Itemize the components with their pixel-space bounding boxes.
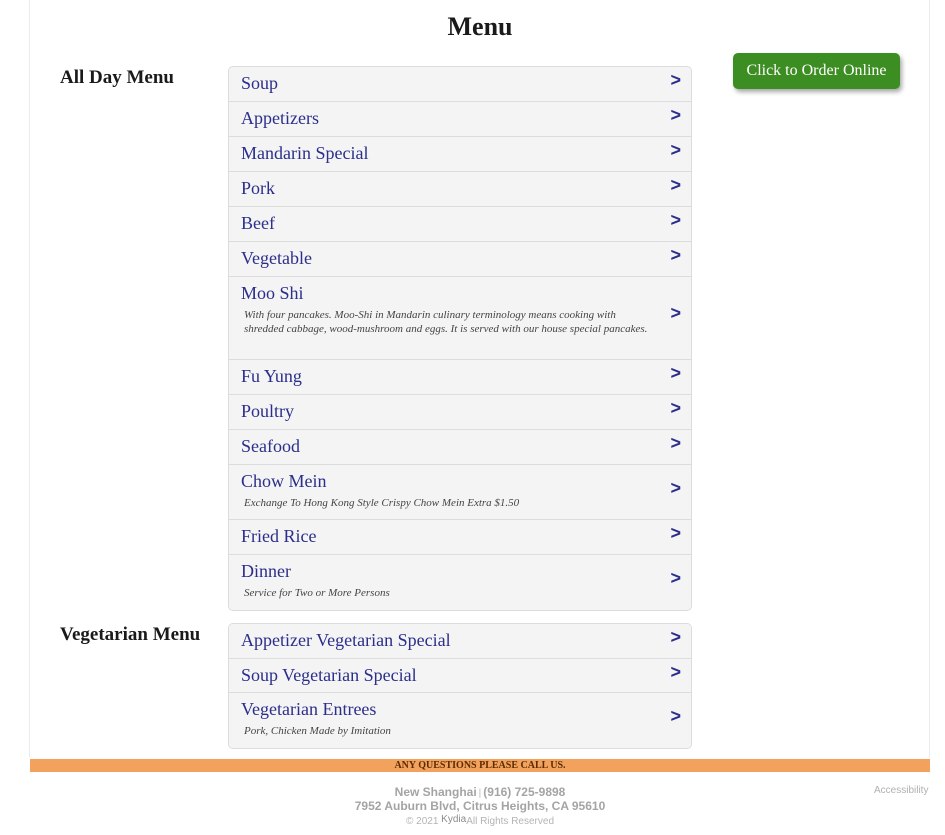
- footer-copyright: [0, 816, 945, 827]
- menu-panel-all-day: [228, 66, 692, 611]
- item-name: Poultry: [241, 401, 295, 421]
- item-name: Fried Rice: [241, 526, 317, 546]
- menu-item-poultry[interactable]: [229, 395, 691, 430]
- menu-item-pork[interactable]: [229, 172, 691, 207]
- menu-item-seafood[interactable]: [229, 430, 691, 465]
- menu-item-appetizers[interactable]: [229, 102, 691, 137]
- menu-item-fu-yung[interactable]: [229, 360, 691, 395]
- item-name: Fu Yung: [241, 366, 302, 386]
- rights-text: All Rights Reserved: [466, 816, 554, 827]
- chevron-right-icon: >: [670, 662, 681, 682]
- menu-item-dinner[interactable]: [229, 555, 691, 610]
- item-name: Dinner: [241, 561, 291, 581]
- menu-item-vegetable[interactable]: [229, 242, 691, 277]
- chevron-right-icon: >: [670, 70, 681, 90]
- item-name: Vegetable: [241, 248, 312, 268]
- copyright-year: © 2021: [405, 816, 439, 827]
- chevron-right-icon: >: [670, 210, 681, 230]
- menu-item-chow-mein[interactable]: [229, 465, 691, 520]
- order-online-button[interactable]: Click to Order Online: [733, 53, 900, 89]
- item-name: Beef: [241, 213, 275, 233]
- phone-link[interactable]: (916) 725-9898: [483, 785, 566, 799]
- chevron-right-icon: >: [670, 105, 681, 125]
- item-name: Chow Mein: [241, 471, 327, 491]
- item-name: Appetizers: [241, 108, 319, 128]
- item-description: With four pancakes. Moo-Shi in Mandarin culinary terminology means cooking with shredded cabbage, wood-mushroom and eggs. It is served with our house special pancakes.: [244, 309, 648, 335]
- footer-call-banner: ANY QUESTIONS PLEASE CALL US.: [30, 759, 930, 772]
- section-title-all-day: All Day Menu: [60, 67, 174, 88]
- item-description: Pork, Chicken Made by Imitation: [244, 725, 391, 737]
- menu-panel-vegetarian: [228, 623, 692, 749]
- item-name: Moo Shi: [241, 283, 304, 303]
- menu-item-moo-shi[interactable]: [229, 277, 691, 360]
- menu-item-mandarin-special[interactable]: [229, 137, 691, 172]
- chevron-right-icon: >: [670, 433, 681, 453]
- chevron-right-icon: >: [670, 478, 681, 498]
- chevron-right-icon: >: [670, 140, 681, 160]
- accessibility-link[interactable]: Accessibility: [874, 785, 929, 796]
- item-name: Soup: [241, 73, 279, 93]
- footer-address: 7952 Auburn Blvd, Citrus Heights, CA 95610: [354, 799, 606, 813]
- menu-item-fried-rice[interactable]: [229, 520, 691, 555]
- chevron-right-icon: >: [670, 627, 681, 647]
- item-description: Exchange To Hong Kong Style Crispy Chow Mein Extra $1.50: [244, 497, 520, 509]
- item-name: Vegetarian Entrees: [241, 699, 377, 719]
- chevron-right-icon: >: [670, 303, 681, 323]
- item-name: Seafood: [241, 436, 300, 456]
- chevron-right-icon: >: [670, 245, 681, 265]
- chevron-right-icon: >: [670, 568, 681, 588]
- chevron-right-icon: >: [670, 398, 681, 418]
- item-name: Pork: [241, 178, 276, 198]
- menu-item-beef[interactable]: [229, 207, 691, 242]
- menu-item-appetizer-vegetarian-special[interactable]: [229, 624, 691, 659]
- menu-item-vegetarian-entrees[interactable]: [229, 693, 691, 748]
- item-name: Soup Vegetarian Special: [241, 665, 417, 685]
- separator: |: [478, 788, 482, 799]
- page-title: Menu: [447, 12, 513, 41]
- section-title-vegetarian: Vegetarian Menu: [60, 624, 201, 645]
- restaurant-name: New Shanghai: [394, 785, 477, 799]
- menu-item-soup[interactable]: [229, 67, 691, 102]
- chevron-right-icon: >: [670, 523, 681, 543]
- item-name: Appetizer Vegetarian Special: [241, 630, 451, 650]
- menu-item-soup-vegetarian-special[interactable]: [229, 659, 691, 693]
- chevron-right-icon: >: [670, 175, 681, 195]
- chevron-right-icon: >: [670, 363, 681, 383]
- chevron-right-icon: >: [670, 706, 681, 726]
- footer-contact-line: [0, 785, 945, 799]
- kydia-link[interactable]: Kydia: [441, 814, 467, 825]
- item-description: Service for Two or More Persons: [244, 587, 390, 599]
- item-name: Mandarin Special: [241, 143, 369, 163]
